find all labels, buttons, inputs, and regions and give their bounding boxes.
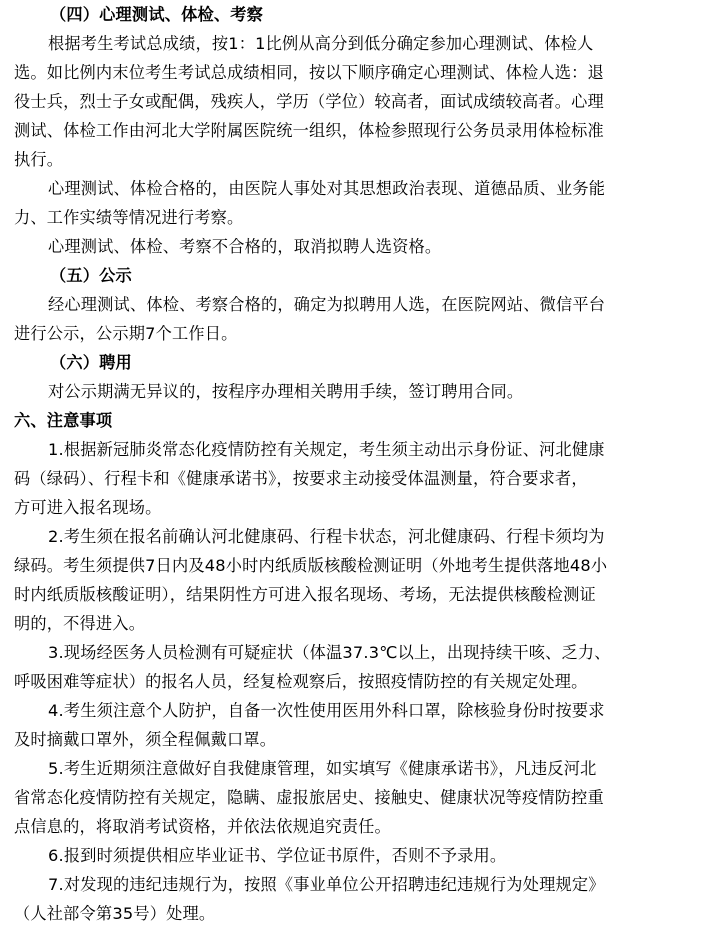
list-item-line: 绿码。考生须提供7日内及48小时内纸质版核酸检测证明（外地考生提供落地48小 <box>14 556 608 575</box>
list-item-line: （人社部令第35号）处理。 <box>14 904 216 923</box>
list-item-line: 7.对发现的违纪违规行为，按照《事业单位公开招聘违纪违规行为处理规定》 <box>48 875 605 894</box>
section-heading-notes: 六、注意事项 <box>14 411 113 430</box>
paragraph-line: 进行公示，公示期7个工作日。 <box>14 324 238 343</box>
list-item-line: 1.根据新冠肺炎常态化疫情防控有关规定，考生须主动出示身份证、河北健康 <box>48 440 605 459</box>
paragraph-line: 测试、体检工作由河北大学附属医院统一组织，体检参照现行公务员录用体检标准 <box>14 121 604 140</box>
paragraph-line: 心理测试、体检、考察不合格的，取消拟聘人选资格。 <box>48 237 442 256</box>
section-heading-publicity: （五）公示 <box>50 266 132 285</box>
paragraph-line: 选。如比例内末位考生考试总成绩相同，按以下顺序确定心理测试、体检人选：退 <box>14 63 604 82</box>
list-item-line: 点信息的，将取消考试资格，并依法依规追究责任。 <box>14 817 391 836</box>
paragraph-line: 对公示期满无异议的，按程序办理相关聘用手续，签订聘用合同。 <box>48 382 524 401</box>
list-item-line: 4.考生须注意个人防护，自备一次性使用医用外科口罩，除核验身份时按要求 <box>48 701 605 720</box>
list-item-line: 5.考生近期须注意做好自我健康管理，如实填写《健康承诺书》，凡违反河北 <box>48 759 597 778</box>
paragraph-line: 心理测试、体检合格的，由医院人事处对其思想政治表现、道德品质、业务能 <box>48 179 606 198</box>
paragraph-line: 执行。 <box>14 150 64 169</box>
list-item-line: 及时摘戴口罩外，须全程佩戴口罩。 <box>14 730 277 749</box>
list-item-line: 省常态化疫情防控有关规定，隐瞒、虚报旅居史、接触史、健康状况等疫情防控重 <box>14 788 604 807</box>
list-item-line: 2.考生须在报名前确认河北健康码、行程卡状态，河北健康码、行程卡须均为 <box>48 527 605 546</box>
list-item-line: 6.报到时须提供相应毕业证书、学位证书原件，否则不予录用。 <box>48 846 507 865</box>
paragraph-line: 役士兵，烈士子女或配偶，残疾人，学历（学位）较高者，面试成绩较高者。心理 <box>14 92 604 111</box>
list-item-line: 明的，不得进入。 <box>14 614 146 633</box>
paragraph-line: 经心理测试、体检、考察合格的，确定为拟聘用人选，在医院网站、微信平台 <box>48 295 606 314</box>
list-item-line: 3.现场经医务人员检测有可疑症状（体温37.3℃以上，出现持续干咳、乏力、 <box>48 643 611 662</box>
list-item-line: 码（绿码）、行程卡和《健康承诺书》，按要求主动接受体温测量，符合要求者， <box>14 469 588 488</box>
section-heading-psych-test: （四）心理测试、体检、考察 <box>50 5 264 24</box>
list-item-line: 呼吸困难等症状）的报名人员，经复检观察后，按照疫情防控的有关规定处理。 <box>14 672 588 691</box>
list-item-line: 方可进入报名现场。 <box>14 498 162 517</box>
section-heading-employment: （六）聘用 <box>50 353 132 372</box>
list-item-line: 时内纸质版核酸证明），结果阴性方可进入报名现场、考场，无法提供核酸检测证 <box>14 585 596 604</box>
paragraph-line: 力、工作实绩等情况进行考察。 <box>14 208 244 227</box>
paragraph-line: 根据考生考试总成绩，按1：1比例从高分到低分确定参加心理测试、体检人 <box>48 34 594 53</box>
